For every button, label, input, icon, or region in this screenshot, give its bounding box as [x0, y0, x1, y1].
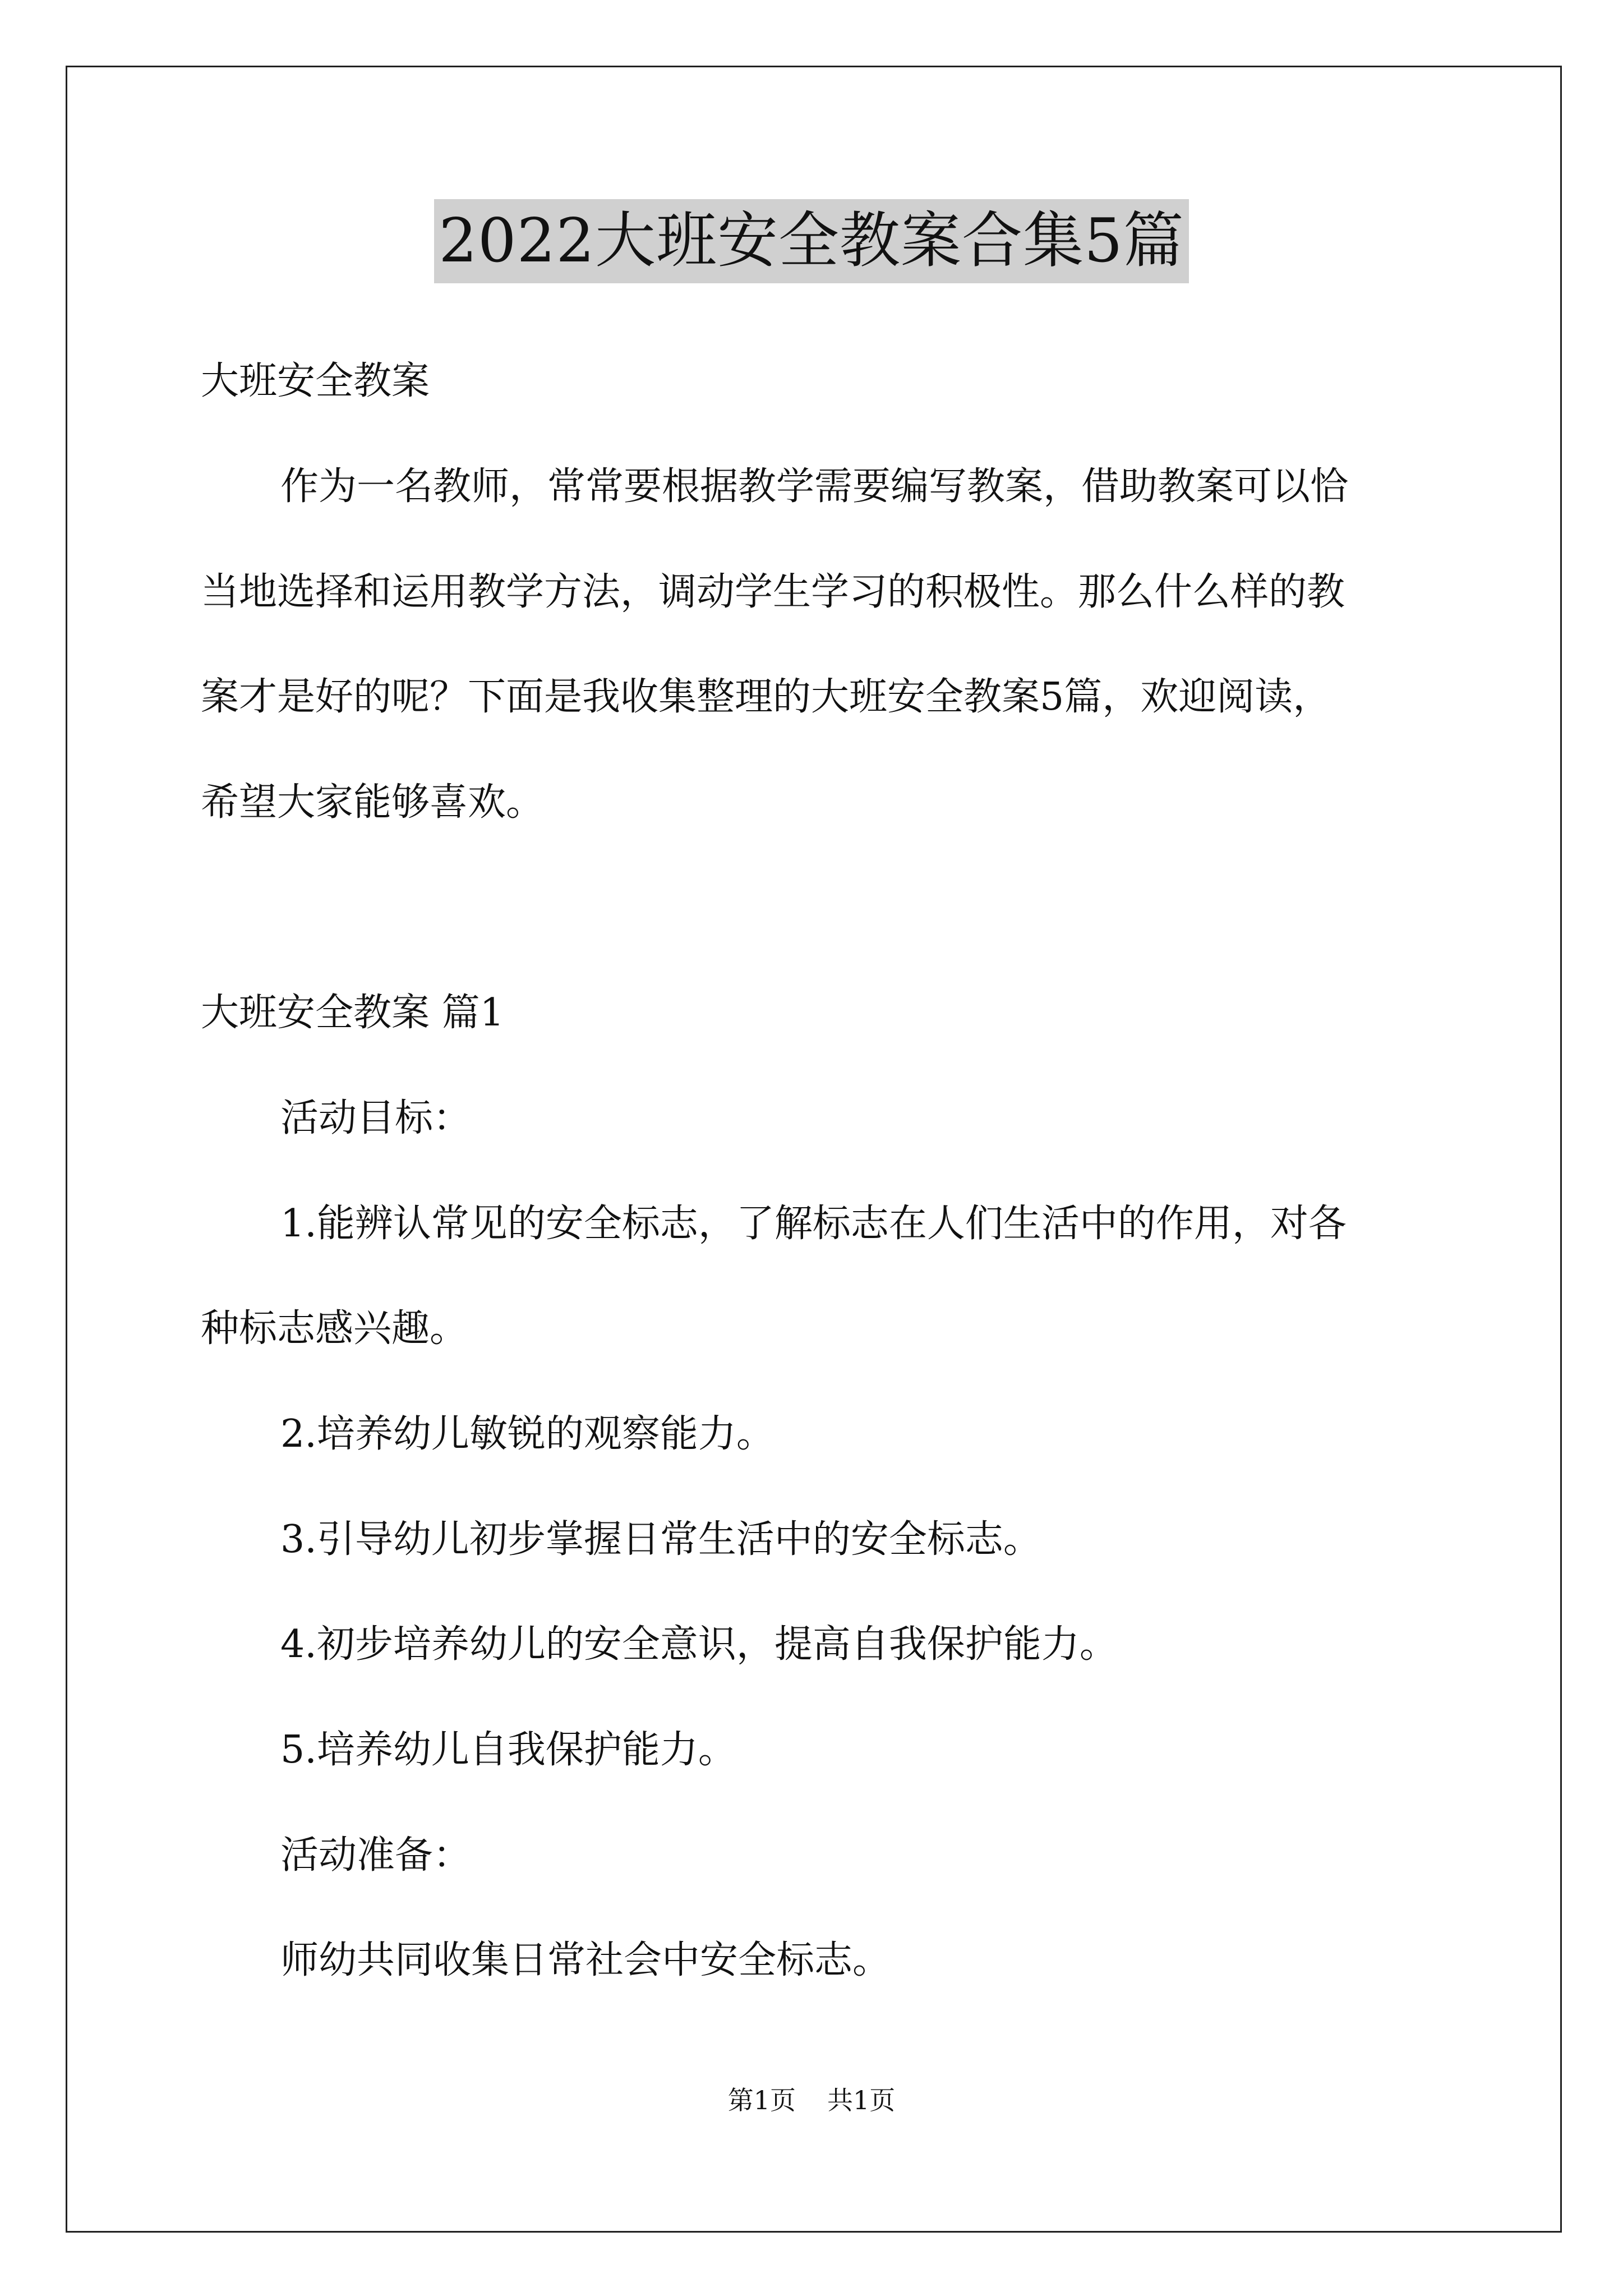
document-subtitle: 大班安全教案	[201, 359, 430, 403]
goals-heading: 活动目标：	[280, 1096, 472, 1140]
goal-3: 3.引导幼儿初步掌握日常生活中的安全标志。	[280, 1517, 1041, 1562]
intro-line-1: 作为一名教师，常常要根据教学需要编写教案，借助教案可以恰	[280, 464, 1349, 509]
document-title: 2022大班安全教案合集5篇	[434, 199, 1189, 283]
page-footer	[0, 2082, 1623, 2118]
page-total: 共1页	[827, 2085, 896, 2115]
goal-5: 5.培养幼儿自我保护能力。	[280, 1728, 736, 1772]
intro-line-2: 当地选择和运用教学方法，调动学生学习的积极性。那么什么样的教	[201, 570, 1345, 614]
prep-text: 师幼共同收集日常社会中安全标志。	[280, 1938, 891, 1982]
goal-2: 2.培养幼儿敏锐的观察能力。	[280, 1412, 774, 1456]
intro-line-4: 希望大家能够喜欢。	[201, 780, 545, 825]
goal-4: 4.初步培养幼儿的安全意识，提高自我保护能力。	[280, 1622, 1118, 1667]
page-number: 第1页	[727, 2085, 796, 2115]
intro-line-3: 案才是好的呢？下面是我收集整理的大班安全教案5篇，欢迎阅读，	[201, 675, 1331, 719]
goal-1-line-1: 1.能辨认常见的安全标志，了解标志在人们生活中的作用，对各	[280, 1202, 1347, 1246]
prep-heading: 活动准备：	[280, 1833, 472, 1878]
goal-1-line-2: 种标志感兴趣。	[201, 1306, 468, 1351]
title-container	[0, 199, 1623, 283]
section-heading: 大班安全教案 篇1	[201, 991, 504, 1035]
